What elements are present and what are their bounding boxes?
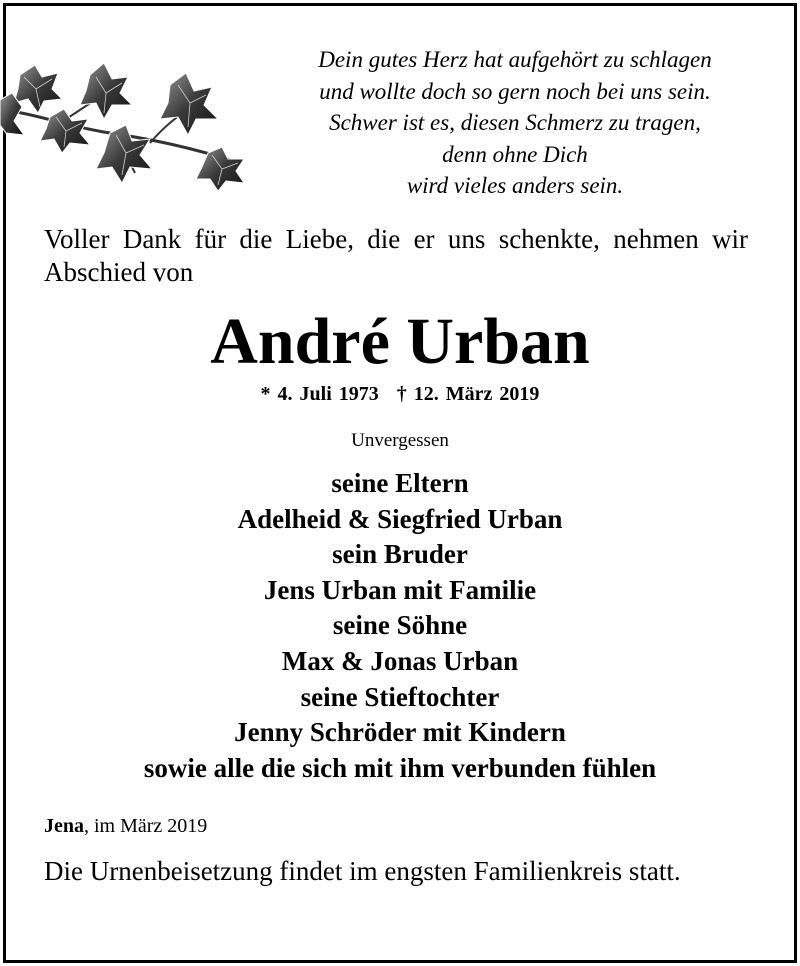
life-dates [0,380,800,408]
place-date-text: , im März 2019 [84,815,208,837]
mourners-list [0,466,800,786]
burial-notice: Die Urnenbeisetzung findet im engsten Familienkreis statt. [44,856,681,886]
mourner-line: seine Stieftochter [300,681,500,712]
poem-line: wird vieles anders sein. [406,173,624,198]
ivy-leaves-icon [0,55,260,195]
birth-date: * 4. Juli 1973 [260,383,379,405]
place-date [44,812,207,840]
mourner-line: seine Söhne [332,610,468,641]
poem-line: und wollte doch so gern noch bei uns sein. [319,78,711,104]
mourner-line: Jenny Schröder mit Kindern [234,717,566,748]
poem-line: Dein gutes Herz hat aufgehört zu schlagen [318,47,712,72]
unvergessen-label: Unvergessen [351,430,449,451]
deceased-name: André Urban [210,305,590,378]
mourner-line: sein Bruder [332,539,468,570]
place-city: Jena [44,815,84,837]
poem-line: Schwer ist es, diesen Schmerz zu tragen, [329,110,701,135]
mourner-line: sowie alle die sich mit ihm verbunden fühlen [143,752,657,783]
intro-text: Voller Dank für die Liebe, die er uns schenkte, nehmen wir Abschied von [44,224,748,287]
mourner-line: seine Eltern [331,468,469,498]
memorial-poem [250,44,780,202]
mourner-line: Adelheid & Siegfried Urban [237,503,563,534]
mourner-line: Jens Urban mit Familie [263,574,537,605]
mourner-line: Max & Jonas Urban [281,645,519,676]
death-date: † 12. März 2019 [396,383,540,405]
poem-line: denn ohne Dich [442,141,588,167]
